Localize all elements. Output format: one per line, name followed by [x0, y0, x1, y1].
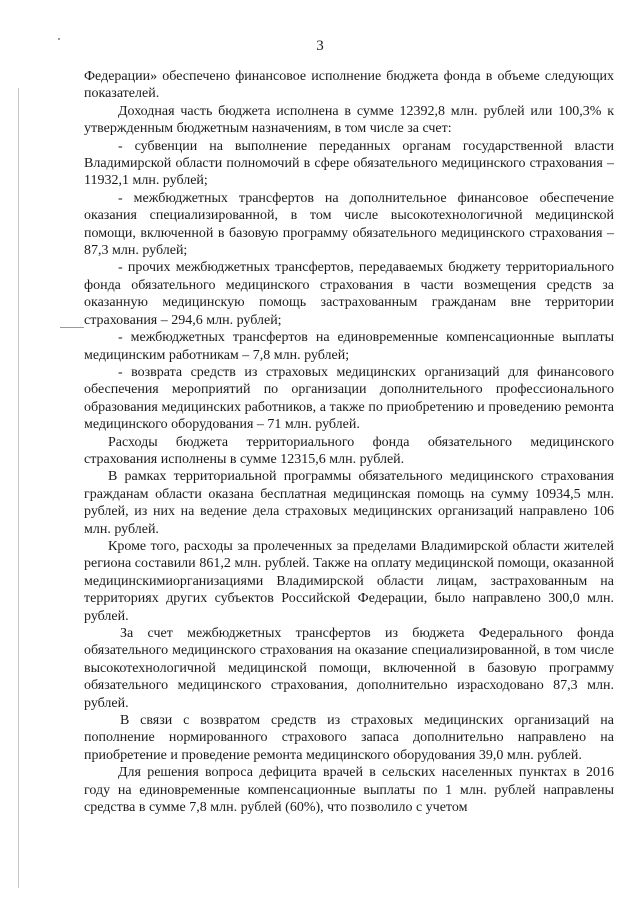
paragraph-7: - возврата средств из страховых медицинских организаций для финансового обеспечения мероприятий по организации дополнительного профессионального образования медицинских работников, а также по приобретению и проведению ремонта медицинского оборудования – 71 млн. рублей. [84, 364, 614, 433]
paragraph-10: Кроме того, расходы за пролеченных за пределами Владимирской области жителей региона составили 861,2 млн. рублей. Также на оплату медицинской помощи, оказанной медицинскимиорганизациями Владимирской области лицам, застрахованным на территориях других субъектов Российской Федерации, было направлено 300,0 млн. рублей. [84, 538, 614, 624]
paragraph-9: В рамках территориальной программы обязательного медицинского страхования гражданам области оказана бесплатная медицинская помощь на сумму 10934,5 млн. рублей, из них на ведение дела страховых медицинских организаций направлено 106 млн. рублей. [84, 469, 614, 537]
paragraph-11: За счет межбюджетных трансфертов из бюджета Федерального фонда обязательного медицинского страхования на оказание специализированной, в том числе высокотехнологичной медицинской помощи, включенной в базовую программу обязательного медицинского страхования, дополнительно израсходовано 87,3 млн. рублей. [84, 626, 614, 711]
scan-edge-line [18, 88, 19, 888]
paragraph-8: Расходы бюджета территориального фонда обязательного медицинского страхования исполнены в сумме 12315,6 млн. рублей. [84, 434, 614, 467]
paragraph-13: Для решения вопроса дефицита врачей в сельских населенных пунктах в 2016 году на единовременные компенсационные выплаты по 1 млн. рублей направлены средства в сумме 7,8 млн. рублей (60%), что позволило с учетом [84, 765, 614, 816]
paragraph-3: - субвенции на выполнение переданных органам государственной власти Владимирской области полномочий в сфере обязательного медицинского страхования – 11932,1 млн. рублей; [84, 138, 614, 189]
paragraph-6: - межбюджетных трансфертов на единовременные компенсационные выплаты медицинским работникам – 7,8 млн. рублей; [84, 330, 614, 363]
paragraph-12: В связи с возвратом средств из страховых медицинских организаций на пополнение нормированного страхового запаса дополнительно направлено на приобретение и проведение ремонта медицинского оборудования 39,0 млн. рублей. [84, 713, 614, 763]
document-body [84, 68, 614, 816]
paragraph-4: - межбюджетных трансфертов на дополнительное финансовое обеспечение оказания специализированной, в том числе высокотехнологичной медицинской помощи, включенной в базовую программу обязательного медицинского страхования – 87,3 млн. рублей; [84, 190, 614, 259]
paragraph-1: Федерации» обеспечено финансовое исполнение бюджета фонда в объеме следующих показателей. [84, 69, 614, 102]
paragraph-2: Доходная часть бюджета исполнена в сумме 12392,8 млн. рублей или 100,3% к утвержденным бюджетным назначениям, в том числе за счет: [84, 103, 614, 137]
page-number: 3 [316, 38, 324, 54]
paragraph-5: - прочих межбюджетных трансфертов, передаваемых бюджету территориального фонда обязательного медицинского страхования в части возмещения средств за оказанную медицинскую помощь застрахованным гражданам вне территории страхования – 294,6 млн. рублей; [84, 260, 614, 328]
scan-artifact-line [60, 327, 84, 328]
